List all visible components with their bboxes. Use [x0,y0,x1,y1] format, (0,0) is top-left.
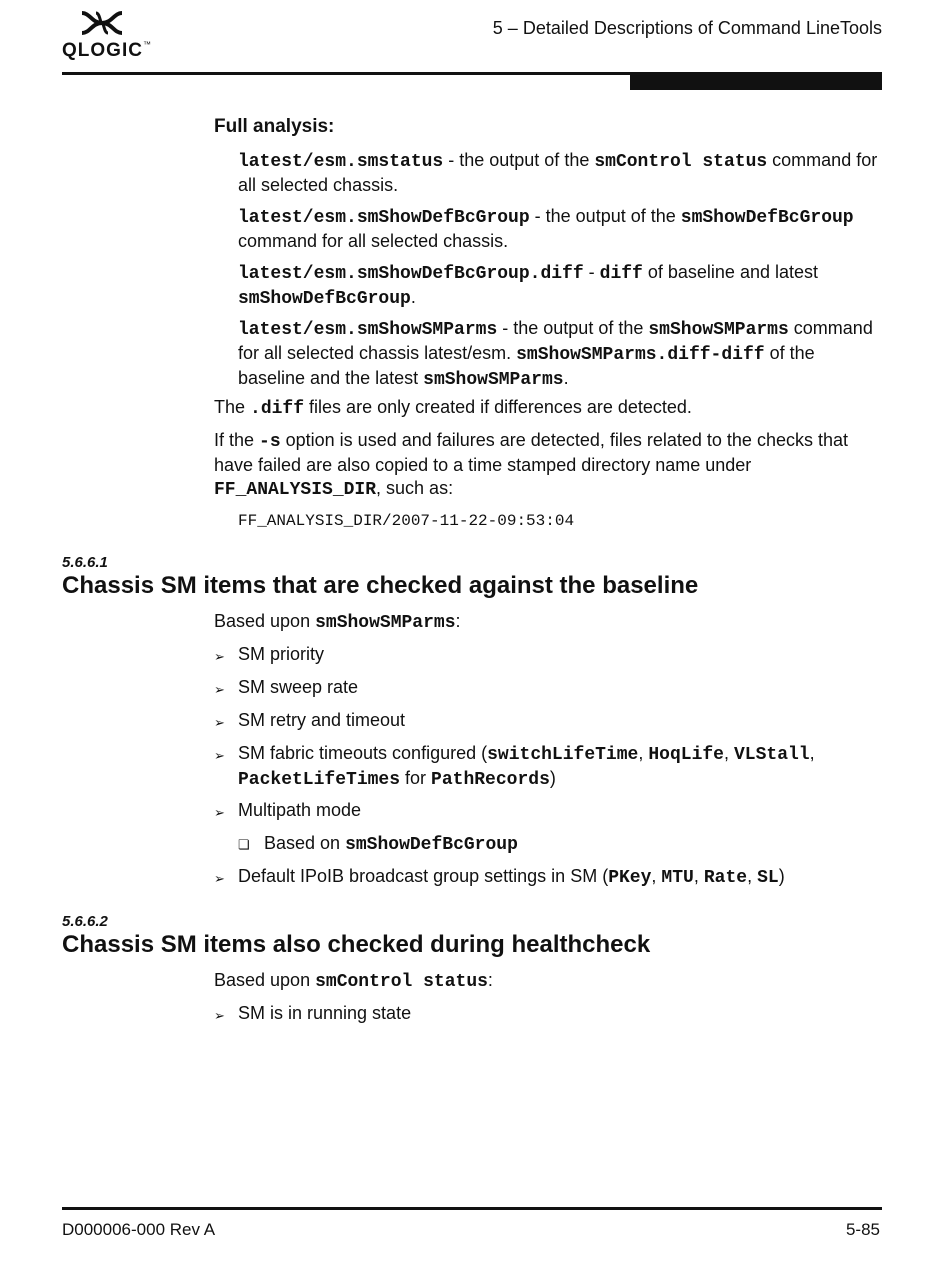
sub-list-item: ❏ Based on smShowDefBcGroup [238,833,518,855]
logo-wordmark: QLOGIC™ [62,40,152,61]
full-analysis-heading: Full analysis: [214,116,335,137]
list-item: ➢ Default IPoIB broadcast group settings in SM (PKey, MTU, Rate, SL) [214,866,785,888]
bullet-arrow-icon: ➢ [214,805,225,820]
bullet-arrow-icon: ➢ [214,748,225,763]
page-number: 5-85 [845,1220,880,1239]
list-item: ➢ SM is in running state [214,1002,882,1025]
bullet-arrow-icon: ➢ [214,715,225,730]
square-bullet-icon: ❏ [238,837,250,852]
qlogic-logo [62,10,152,62]
example-path: FF_ANALYSIS_DIR/2007-11-22-09:53:04 [238,512,575,530]
list-item: ➢ SM priority [214,643,882,666]
list-item: ➢ Multipath mode [214,799,882,822]
header-rule-block [630,72,882,90]
analysis-item-smstatus: latest/esm.smstatus - the output of the smControl status command for all selected chassis. [238,150,878,195]
bullet-arrow-icon: ➢ [214,682,225,697]
section-intro: Based upon smControl status: [214,970,493,992]
bullet-arrow-icon: ➢ [214,649,225,664]
bullet-arrow-icon: ➢ [214,1008,225,1023]
bullet-arrow-icon: ➢ [214,871,225,886]
section-intro: Based upon smShowSMParms: [214,611,461,633]
section-number: 5.6.6.2 [62,913,108,930]
document-id: D000006-000 Rev A [62,1220,216,1239]
section-title: Chassis SM items also checked during healthcheck [62,931,651,958]
footer-rule [62,1207,882,1210]
section-title: Chassis SM items that are checked against the baseline [62,572,699,599]
diff-note: The .diff files are only created if differences are detected. [214,397,692,419]
list-item: ➢ SM sweep rate [214,676,882,699]
chapter-title: 5 – Detailed Descriptions of Command LineTools [492,18,882,38]
analysis-item-showdefbcgroup: latest/esm.smShowDefBcGroup - the output of the smShowDefBcGroup command for all selected chassis. [238,206,854,251]
analysis-item-showdefbcgroup-diff: latest/esm.smShowDefBcGroup.diff - diff of baseline and latest smShowDefBcGroup. [238,262,818,309]
qlogic-emblem-icon [80,10,124,36]
list-item: ➢ SM retry and timeout [214,709,882,732]
s-option-paragraph: If the -s option is used and failures are detected, files related to the checks that have failed are also copied to a time stamped directory name under FF_ANALYSIS_DIR, such as: [214,430,848,500]
analysis-item-showsmparms: latest/esm.smShowSMParms - the output of the smShowSMParms command for all selected chassis latest/esm. smShowSMParms.diff-diff of the baseline and the latest smShowSMParms. [238,318,873,390]
list-item: ➢ SM fabric timeouts configured (switchLifeTime, HoqLife, VLStall, PacketLifeTimes for PathRecords) [214,743,815,790]
section-number: 5.6.6.1 [62,554,108,571]
